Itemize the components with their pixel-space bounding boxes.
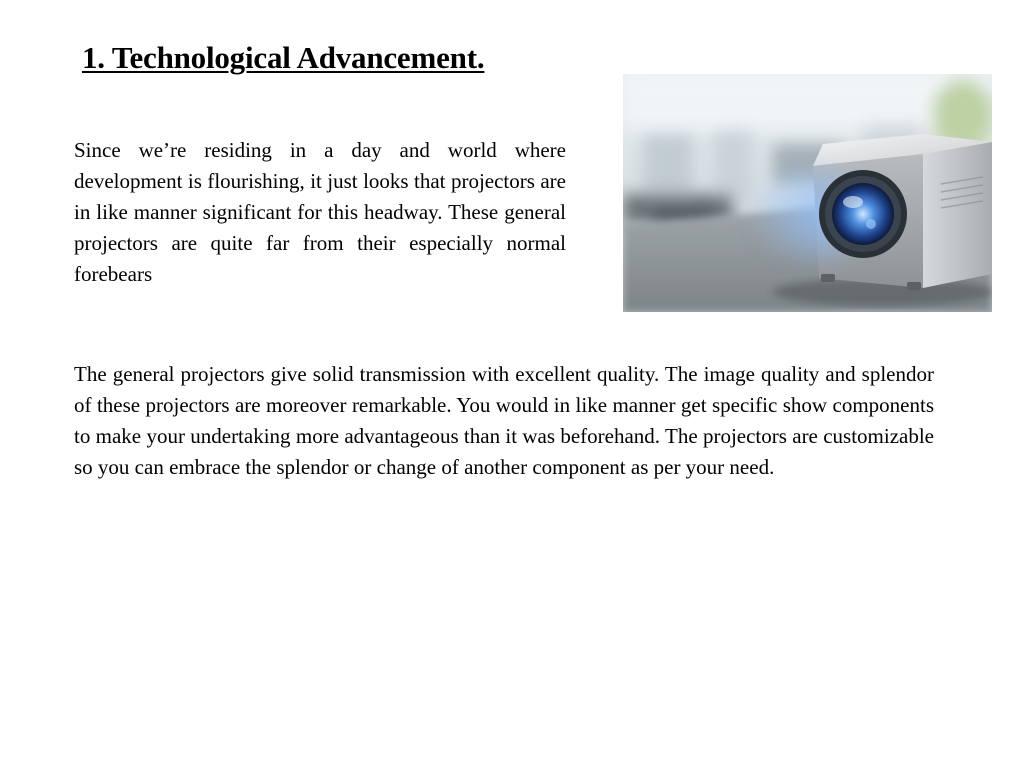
projector-photo (623, 74, 992, 312)
body-paragraph: The general projectors give solid transmission with excellent quality. The image quality and splendor of these projectors are moreover remarkable. You would in like manner get specific show components to make your undertaking more advantageous than it was beforehand. The projectors are customizable so you can embrace the splendor or change of another component as per your need. (74, 362, 934, 479)
intro-paragraph: Since we’re residing in a day and world where development is flourishing, it just looks that projectors are in like manner significant for this headway. These general projectors are quite far from their especially normal forebears (74, 138, 566, 286)
slide-heading: 1. Technological Advancement. (82, 40, 485, 75)
projector-illustration (623, 74, 992, 312)
